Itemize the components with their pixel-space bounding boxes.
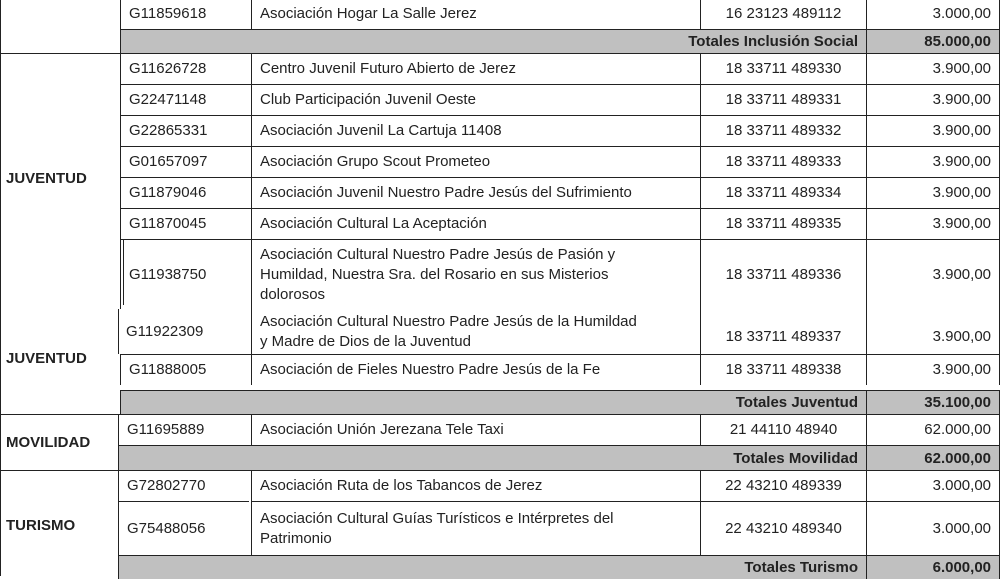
table-row bbox=[0, 414, 1000, 445]
amount-cell: 3.000,00 bbox=[866, 501, 1000, 555]
entity-name-cell: Asociación Ruta de los Tabancos de Jerez bbox=[251, 470, 700, 501]
account-cell: 21 44110 48940 bbox=[700, 414, 866, 445]
account-cell: 18 33711 489337 bbox=[700, 309, 866, 354]
table-row bbox=[0, 146, 1000, 177]
total-label: Totales Juventud bbox=[735, 394, 858, 411]
amount-cell: 3.000,00 bbox=[866, 470, 1000, 501]
cif-cell: G72802770 bbox=[118, 470, 249, 501]
entity-name-line: y Madre de Dios de la Juventud bbox=[260, 332, 471, 350]
account-cell: 22 43210 489339 bbox=[700, 470, 866, 501]
cif-cell: G22865331 bbox=[120, 115, 251, 146]
amount-cell: 3.900,00 bbox=[866, 309, 1000, 354]
table-row bbox=[0, 470, 1000, 501]
amount-cell: 3.900,00 bbox=[866, 53, 1000, 84]
cif-cell: G11695889 bbox=[118, 414, 249, 445]
table-row bbox=[0, 0, 1000, 29]
total-row-juventud bbox=[120, 390, 1000, 414]
amount-cell: 3.900,00 bbox=[866, 208, 1000, 239]
total-amount: 35.100,00 bbox=[866, 391, 1000, 414]
amount-cell: 3.900,00 bbox=[866, 177, 1000, 208]
entity-name-cell: Asociación Juvenil La Cartuja 11408 bbox=[251, 115, 700, 146]
table-row bbox=[0, 354, 1000, 385]
amount-cell: 3.900,00 bbox=[866, 239, 1000, 309]
total-row-movilidad bbox=[118, 445, 1000, 470]
cif-cell: G11859618 bbox=[120, 0, 251, 29]
cif-cell: G11626728 bbox=[120, 53, 251, 84]
amount-cell: 3.900,00 bbox=[866, 146, 1000, 177]
account-cell: 16 23123 489112 bbox=[700, 0, 866, 29]
cif-cell: G22471148 bbox=[120, 84, 251, 115]
column-border bbox=[123, 239, 124, 305]
account-cell: 18 33711 489332 bbox=[700, 115, 866, 146]
amount-cell: 3.900,00 bbox=[866, 354, 1000, 385]
table-row bbox=[0, 239, 1000, 309]
entity-name-line: dolorosos bbox=[260, 285, 326, 303]
account-cell: 18 33711 489330 bbox=[700, 53, 866, 84]
total-row-inclusion bbox=[120, 29, 1000, 53]
entity-name-cell bbox=[251, 309, 700, 354]
table-row bbox=[0, 53, 1000, 84]
entity-name-cell: Asociación Grupo Scout Prometeo bbox=[251, 146, 700, 177]
cif-cell: G11922309 bbox=[126, 322, 204, 340]
cif-cell: G11870045 bbox=[120, 208, 251, 239]
entity-name-cell: Asociación de Fieles Nuestro Padre Jesús de la Fe bbox=[251, 354, 700, 385]
cif-cell: G11938750 bbox=[120, 239, 251, 309]
table-row bbox=[0, 115, 1000, 146]
category-label-turismo: TURISMO bbox=[6, 517, 76, 534]
amount-cell: 3.900,00 bbox=[866, 115, 1000, 146]
cif-cell: G11879046 bbox=[120, 177, 251, 208]
entity-name-cell: Asociación Cultural La Aceptación bbox=[251, 208, 700, 239]
total-row-turismo bbox=[118, 555, 1000, 579]
entity-name-cell: Asociación Hogar La Salle Jerez bbox=[251, 0, 700, 29]
category-label-juventud-repeat: JUVENTUD bbox=[6, 350, 87, 367]
table-row bbox=[0, 501, 1000, 555]
cif-cell: G75488056 bbox=[118, 501, 249, 555]
cif-cell: G11888005 bbox=[120, 354, 251, 385]
entity-name-cell: Asociación Unión Jerezana Tele Taxi bbox=[251, 414, 700, 445]
table-row bbox=[0, 84, 1000, 115]
amount-cell: 3.000,00 bbox=[866, 0, 1000, 29]
column-border bbox=[118, 309, 119, 354]
amount-cell: 3.900,00 bbox=[866, 84, 1000, 115]
total-label: Totales Inclusión Social bbox=[688, 33, 858, 50]
table-row bbox=[0, 177, 1000, 208]
account-cell: 18 33711 489336 bbox=[700, 239, 866, 309]
entity-name-cell bbox=[251, 239, 700, 309]
account-cell: 18 33711 489334 bbox=[700, 177, 866, 208]
cif-cell: G01657097 bbox=[120, 146, 251, 177]
total-amount: 6.000,00 bbox=[866, 556, 1000, 579]
entity-name-line: Asociación Cultural Guías Turísticos e Intérpretes del bbox=[260, 509, 614, 527]
amount-cell: 62.000,00 bbox=[866, 414, 1000, 445]
entity-name-line: Patrimonio bbox=[260, 529, 332, 547]
total-label: Totales Turismo bbox=[744, 559, 858, 576]
total-label: Totales Movilidad bbox=[733, 449, 858, 467]
total-amount: 62.000,00 bbox=[866, 446, 1000, 470]
category-label-movilidad: MOVILIDAD bbox=[6, 434, 91, 451]
entity-name-cell: Club Participación Juvenil Oeste bbox=[251, 84, 700, 115]
account-cell: 18 33711 489333 bbox=[700, 146, 866, 177]
account-cell: 22 43210 489340 bbox=[700, 501, 866, 555]
category-label-juventud: JUVENTUD bbox=[6, 170, 87, 187]
entity-name-cell: Centro Juvenil Futuro Abierto de Jerez bbox=[251, 53, 700, 84]
entity-name-line: Asociación Cultural Nuestro Padre Jesús de la Humildad bbox=[260, 312, 637, 330]
entity-name-line: Asociación Cultural Nuestro Padre Jesús de Pasión y bbox=[260, 245, 616, 263]
account-cell: 18 33711 489338 bbox=[700, 354, 866, 385]
total-amount: 85.000,00 bbox=[866, 30, 1000, 53]
account-cell: 18 33711 489331 bbox=[700, 84, 866, 115]
table-row bbox=[0, 208, 1000, 239]
table-row bbox=[0, 309, 1000, 354]
entity-name-cell: Asociación Juvenil Nuestro Padre Jesús del Sufrimiento bbox=[251, 177, 700, 208]
entity-name-line: Humildad, Nuestra Sra. del Rosario en sus Misterios bbox=[260, 265, 609, 283]
entity-name-cell bbox=[251, 501, 700, 555]
account-cell: 18 33711 489335 bbox=[700, 208, 866, 239]
